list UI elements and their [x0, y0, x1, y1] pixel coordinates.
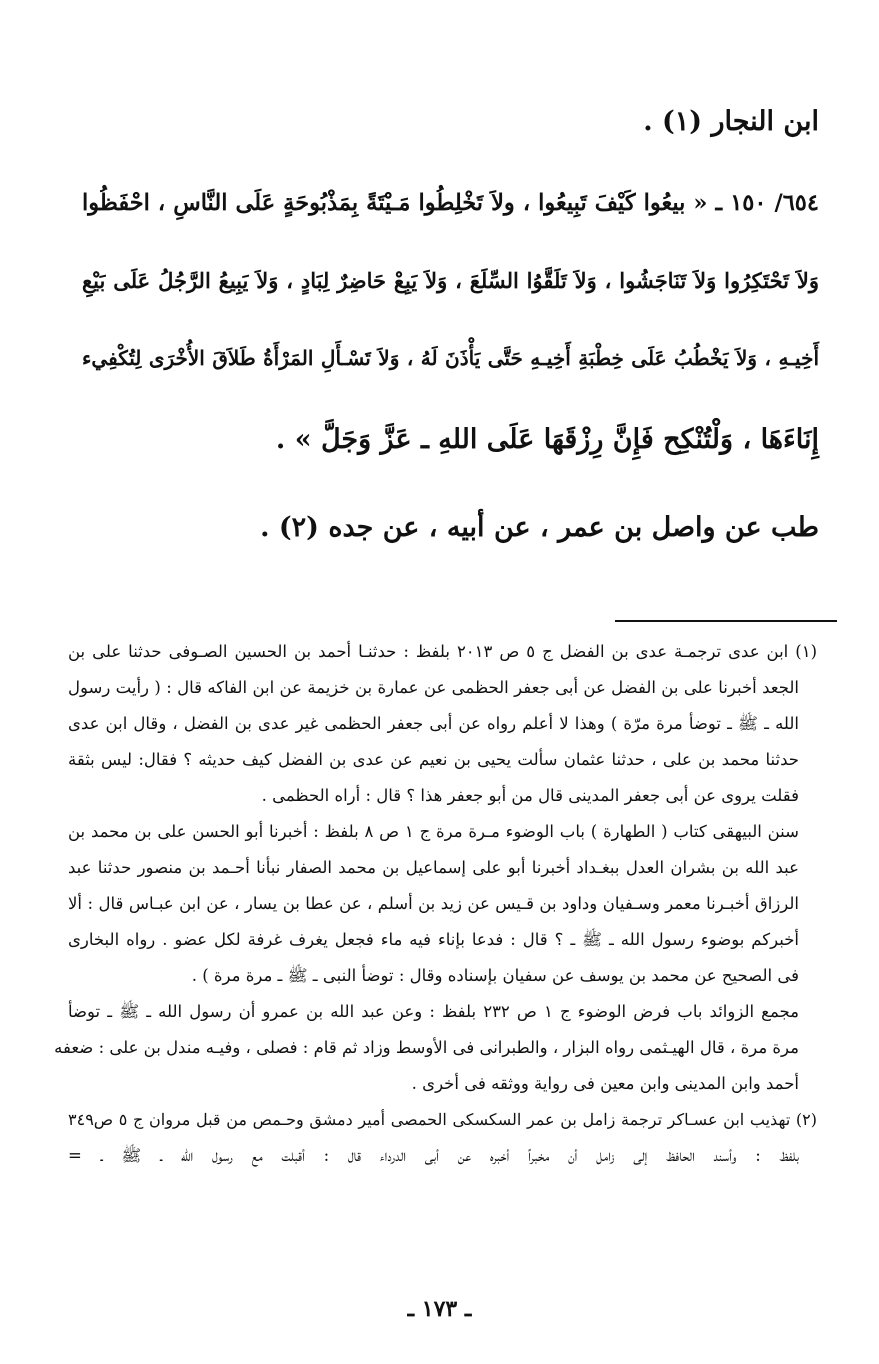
footnote-divider — [615, 620, 837, 622]
footnote-line-14: (٢) تهذيب ابن عسـاكر ترجمة زامل بن عمر السكسكى الحمصى أمير دمشق وحـمص من قبل مروان ج ٥ ص٣٤٩ — [68, 1110, 818, 1129]
footnote-line-9: أخبركم بوضوء رسول الله ـ ﷺ ـ ؟ قال : فدعا بإناء فيه ماء فجعل يغرف غرفة لكل عضو . رواه البخارى — [68, 930, 799, 949]
footnote-line-8: الرزاق أخبـرنا معمر وسـفيان وداود بن قـيس عن زيد بن أسلم ، عن عطا بن يسار ، عن ابن عبـاس قال : ألا — [68, 894, 799, 913]
hadith-line-2: وَلاَ تَحْتَكِرُوا وَلاَ تَنَاجَشُوا ، وَلاَ تَلَقَّوُا السِّلَعَ ، وَلاَ يَبِعْ حَاضِرٌ لِبَادٍ ، وَلاَ يَبِيعُ الرَّجُلُ عَلَى بَيْعِ — [82, 268, 819, 293]
footnote-line-3: الله ـ ﷺ ـ توضأ مرة مرّة ) وهذا لا أعلم رواه عن أبى جعفر الحظمى غير عدى بن الفضل ، وقال ابن عدى — [68, 714, 799, 733]
hadith-line-4: إِنَاءَهَا ، وَلْتُنْكِح فَإِنَّ رِزْقَهَا عَلَى اللهِ ـ عَزَّ وَجَلَّ » . — [275, 424, 819, 455]
hadith-line-3: أَخِيـهِ ، وَلاَ يَخْطُبُ عَلَى خِطْبَةِ أَخِيـهِ حَتَّى يَأْذَنَ لَهُ ، وَلاَ تَسْـأَلِ المَرْأَةُ طَلاَقَ الأُخْرَى لِتُكْفِيء — [82, 346, 819, 370]
page-number: ـ ١٧٣ ـ — [407, 1296, 472, 1322]
footnote-line-5: فقلت يروى عن أبى جعفر المدينى قال من أبو جعفر هذا ؟ قال : أراه الحظمى . — [261, 786, 799, 805]
source-line: طب عن واصل بن عمر ، عن أبيه ، عن جده (٢) . — [260, 512, 819, 543]
footnote-line-15: بلفظ : وأسند الحافظ إلى زامل أن مخبراً أخبره عن أبى الدرداء قال : أقبلت مع رسول الله ـ ﷺ ـ = — [68, 1146, 799, 1165]
footnote-line-4: حدثنا محمد بن على ، حدثنا عثمان سألت يحيى بن نعيم عن عدى بن الفضل كيف حديثه ؟ فقال: ليس بثقة — [68, 750, 799, 769]
footnote-line-12: مرة مرة ، قال الهيـثمى رواه البزار ، والطبرانى فى الأوسط وزاد ثم قام : فصلى ، وفيـه مندل بن على : ضعفه — [54, 1038, 799, 1057]
footnote-line-6: سنن البيهقى كتاب ( الطهارة ) باب الوضوء مـرة مرة ج ١ ص ٨ بلفظ : أخبرنا أبو الحسن على بن محمد بن — [68, 822, 799, 841]
footnote-line-11: مجمع الزوائد باب فرض الوضوء ج ١ ص ٢٣٢ بلفظ : وعن عبد الله بن عمرو أن رسول الله ـ ﷺ ـ توضأ — [68, 1002, 799, 1021]
attribution-line: ابن النجار (١) . — [643, 106, 819, 137]
footnote-line-10: فى الصحيح عن محمد بن يوسف عن سفيان بإسناده وقال : توضأ النبى ـ ﷺ ـ مرة مرة ) . — [191, 966, 799, 985]
hadith-line-1: ٦٥٤/ ١٥٠ ـ « بيعُوا كَيْفَ تَبِيعُوا ، ولاَ تَخْلِطُوا مَـيْتَةً بِمَذْبُوحَةٍ عَلَى النَّاسِ ، احْفَظُوا — [82, 190, 819, 216]
footnote-line-13: أحمد وابن المدينى وابن معين فى رواية ووثقه فى أخرى . — [411, 1074, 799, 1093]
footnote-line-1: (١) ابن عدى ترجمـة عدى بن الفضل ج ٥ ص ٢٠١٣ بلفظ : حدثنـا أحمد بن الحسين الصـوفى حدثنا على بن — [68, 642, 817, 661]
footnote-line-2: الجعد أخبرنا على بن الفضل عن أبى جعفر الحظمى عن عمارة بن خزيمة عن ابن الفاكه قال : ( رأيت رسول — [68, 678, 799, 697]
footnote-line-7: عبد الله بن بشران العدل ببغـداد أخبرنا أبو على إسماعيل بن محمد الصفار نبأنا أحـمد بن منصور حدثنا عبد — [68, 858, 799, 877]
